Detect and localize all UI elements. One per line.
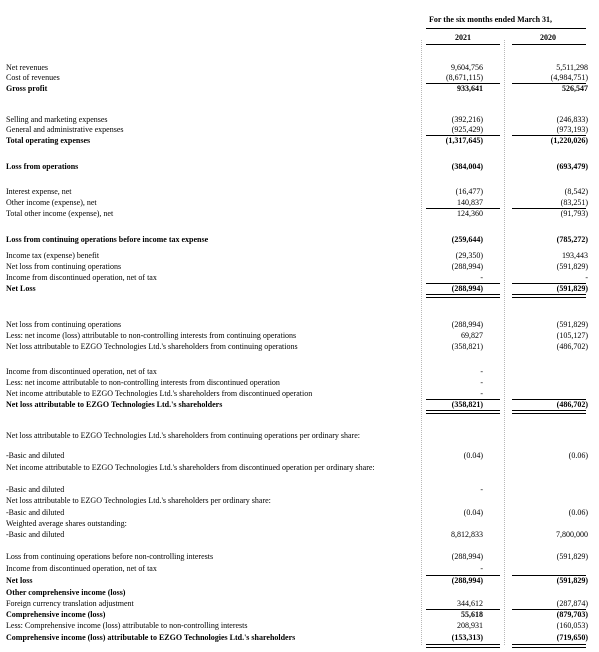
subtotal-rule [512,399,586,400]
row-label: General and administrative expenses [6,125,124,134]
value-2021: 933,641 [457,84,483,93]
value-2020: (8,542) [564,187,588,196]
value-2021: (288,994) [451,320,483,329]
statement-row [0,576,599,586]
row-label: Income from discontinued operation, net of tax [6,273,157,282]
statement-row [0,451,599,461]
statement-row [0,389,599,399]
value-2021: - [480,564,483,573]
row-label: Comprehensive income (loss) [6,610,106,619]
row-label: Net Loss [6,284,36,293]
statement-row [0,508,599,518]
subtotal-rule [512,135,586,136]
value-2021: - [480,389,483,398]
row-label: Loss from continuing operations before income tax expense [6,235,209,244]
statement-row [0,485,599,495]
value-2021: - [480,367,483,376]
row-label: -Basic and diluted [6,485,65,494]
statement-row [0,621,599,631]
value-2020: (591,829) [556,284,588,293]
row-label: Less: Comprehensive income (loss) attributable to non-controlling interests [6,621,248,630]
statement-row [0,136,599,146]
statement-row [0,588,599,598]
header-rule [426,28,586,29]
value-2021: - [480,273,483,282]
value-2021: 9,604,756 [451,63,483,72]
statement-row [0,187,599,197]
row-label: Other income (expense), net [6,198,97,207]
value-2021: 208,931 [457,621,483,630]
row-label: Interest expense, net [6,187,72,196]
value-2021: (288,994) [451,262,483,271]
column-rule-2021 [426,44,500,45]
row-label: Net loss from continuing operations [6,320,122,329]
value-2020: (105,127) [556,331,588,340]
statement-row [0,73,599,83]
row-label: Income from discontinued operation, net of tax [6,367,157,376]
column-rule-2020 [512,44,586,45]
value-2021: (153,313) [451,633,483,642]
value-2021: 344,612 [457,599,483,608]
statement-row [0,320,599,330]
row-label: Weighted average shares outstanding: [6,519,127,528]
value-2020: (83,251) [560,198,588,207]
statement-row [0,235,599,245]
row-label: Other comprehensive income (loss) [6,588,126,597]
value-2021: (1,317,645) [445,136,483,145]
statement-row [0,331,599,341]
statement-row [0,610,599,620]
subtotal-rule [426,609,500,610]
row-label: Net loss [6,576,33,585]
statement-row [0,552,599,562]
total-double-rule [426,644,500,648]
value-2020: (4,984,751) [550,73,588,82]
statement-row [0,400,599,410]
value-2021: (288,994) [451,576,483,585]
value-2021: 124,360 [457,209,483,218]
statement-row [0,162,599,172]
statement-row [0,633,599,643]
subtotal-rule [426,83,500,84]
value-2020: 193,443 [562,251,588,260]
statement-row [0,251,599,261]
value-2021: (392,216) [451,115,483,124]
row-label: Income from discontinued operation, net of tax [6,564,157,573]
total-double-rule [512,410,586,414]
value-2020: (486,702) [556,342,588,351]
statement-row [0,84,599,94]
row-label: -Basic and diluted [6,530,65,539]
value-2020: (287,874) [556,599,588,608]
value-2021: 8,812,833 [451,530,483,539]
row-label: -Basic and diluted [6,508,65,517]
value-2021: (384,004) [451,162,483,171]
subtotal-rule [512,83,586,84]
value-2020: (1,220,026) [550,136,588,145]
statement-row [0,342,599,352]
row-label: Comprehensive income (loss) attributable to EZGO Technologies Ltd.'s shareholders [6,633,296,642]
row-label: Less: net income attributable to non-controlling interests from discontinued operation [6,378,280,387]
row-label: Loss from operations [6,162,79,171]
row-label: Cost of revenues [6,73,60,82]
statement-row [0,273,599,283]
statement-row [0,209,599,219]
statement-row [0,367,599,377]
subtotal-rule [512,208,586,209]
value-2021: 55,618 [461,610,483,619]
row-label: Net loss attributable to EZGO Technologies Ltd.'s shareholders from continuing operations per ordinary share: [6,431,360,440]
subtotal-rule [426,135,500,136]
value-2021: (0.04) [463,508,483,517]
subtotal-rule [426,208,500,209]
row-label: Foreign currency translation adjustment [6,599,134,608]
value-2020: (0.06) [568,451,588,460]
value-2020: (785,272) [556,235,588,244]
total-double-rule [426,294,500,298]
row-label: Net loss attributable to EZGO Technologies Ltd.'s shareholders per ordinary share: [6,496,271,505]
value-2021: 140,837 [457,198,483,207]
subtotal-rule [426,283,500,284]
statement-row [0,262,599,272]
statement-row [0,198,599,208]
statement-row [0,463,599,473]
row-label: Net loss attributable to EZGO Technologies Ltd.'s shareholders [6,400,223,409]
value-2020: (591,829) [556,552,588,561]
value-2021: - [480,378,483,387]
total-double-rule [512,294,586,298]
statement-row [0,599,599,609]
row-label: Less: net income (loss) attributable to non-controlling interests from continuing operations [6,331,297,340]
row-label: Gross profit [6,84,48,93]
subtotal-rule [512,609,586,610]
value-2021: (358,821) [451,400,483,409]
row-label: Selling and marketing expenses [6,115,108,124]
value-2020: (591,829) [556,320,588,329]
statement-row [0,378,599,388]
statement-row [0,519,599,529]
subtotal-rule [512,283,586,284]
row-label: Net loss from continuing operations [6,262,122,271]
total-double-rule [512,644,586,648]
value-2021: 69,827 [461,331,483,340]
value-2020: (591,829) [556,576,588,585]
row-label: Total other income (expense), net [6,209,114,218]
period-header: For the six months ended March 31, [429,15,553,24]
value-2020: (160,053) [556,621,588,630]
value-2020: (973,193) [556,125,588,134]
value-2021: - [480,485,483,494]
row-label: Total operating expenses [6,136,91,145]
value-2020: (91,793) [560,209,588,218]
total-double-rule [426,410,500,414]
value-2020: (486,702) [556,400,588,409]
row-label: Net revenues [6,63,48,72]
row-label: Net income attributable to EZGO Technologies Ltd.'s shareholders from discontinued operation per ordinary share: [6,463,375,472]
value-2020: 7,800,000 [556,530,588,539]
statement-row [0,564,599,574]
subtotal-rule [426,399,500,400]
row-label: Loss from continuing operations before non-controlling interests [6,552,214,561]
row-label: Net income attributable to EZGO Technologies Ltd.'s shareholders from discontinued operation [6,389,313,398]
value-2021: (259,644) [451,235,483,244]
value-2020: (719,650) [556,633,588,642]
statement-row [0,63,599,73]
value-2020: 5,511,298 [556,63,588,72]
value-2020: (693,479) [556,162,588,171]
value-2020: (246,833) [556,115,588,124]
subtotal-rule [426,575,500,576]
statement-row [0,530,599,540]
row-label: Net loss attributable to EZGO Technologies Ltd.'s shareholders from continuing operations [6,342,298,351]
value-2021: (16,477) [455,187,483,196]
value-2020: - [585,273,588,282]
value-2021: (0.04) [463,451,483,460]
value-2021: (29,350) [455,251,483,260]
statement-row [0,284,599,294]
row-label: Income tax (expense) benefit [6,251,100,260]
value-2021: (8,671,115) [445,73,483,82]
row-label: -Basic and diluted [6,451,65,460]
value-2020: (0.06) [568,508,588,517]
value-2020: (879,703) [556,610,588,619]
value-2020: 526,547 [562,84,588,93]
statement-row [0,496,599,506]
statement-row [0,431,599,441]
value-2021: (288,994) [451,552,483,561]
statement-row [0,115,599,125]
value-2020: (591,829) [556,262,588,271]
column-header-2021: 2021 [455,33,471,42]
subtotal-rule [512,575,586,576]
value-2021: (925,429) [451,125,483,134]
value-2021: (288,994) [451,284,483,293]
statement-row [0,125,599,135]
column-header-2020: 2020 [540,33,556,42]
value-2021: (358,821) [451,342,483,351]
